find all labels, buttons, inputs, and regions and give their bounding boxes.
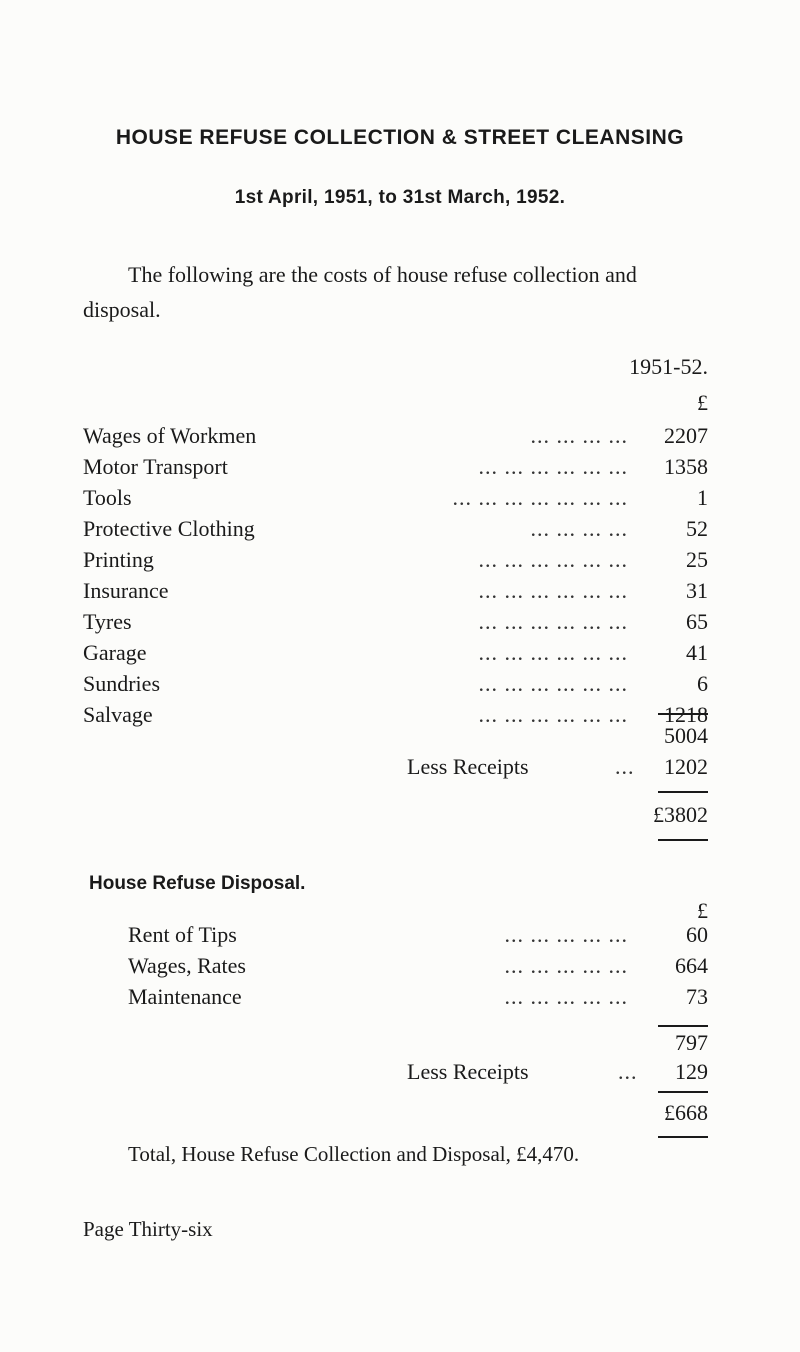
disposal-subtotal: 797 <box>675 1030 708 1055</box>
collection-row-dots: ... ... ... ... <box>530 423 628 448</box>
collection-row-label: Tools <box>83 485 132 510</box>
disposal-row-dots: ... ... ... ... ... <box>504 953 628 978</box>
collection-row-label: Sundries <box>83 671 160 696</box>
disposal-row-value: 73 <box>686 984 708 1009</box>
collection-row-value: 65 <box>686 609 708 634</box>
collection-subtotal: 5004 <box>664 723 708 748</box>
collection-row-dots: ... ... ... ... ... ... <box>478 702 628 727</box>
disposal-less-receipts-value: 129 <box>675 1059 708 1084</box>
collection-row-label: Printing <box>83 547 154 572</box>
intro-line-2: disposal. <box>83 297 161 322</box>
collection-row-label: Tyres <box>83 609 132 634</box>
disposal-subtotal-rule <box>658 1025 708 1027</box>
collection-row-dots: ... ... ... ... ... ... <box>478 640 628 665</box>
collection-less-receipts-label: Less Receipts <box>407 754 529 779</box>
collection-row-label: Salvage <box>83 702 153 727</box>
collection-row-value: 2207 <box>664 423 708 448</box>
disposal-row-dots: ... ... ... ... ... <box>504 922 628 947</box>
net-underline <box>658 839 708 841</box>
disposal-row-value: 60 <box>686 922 708 947</box>
year-header: 1951-52. <box>629 354 708 379</box>
collection-row-dots: ... ... ... ... ... ... <box>478 671 628 696</box>
disposal-net-total: £668 <box>664 1100 708 1125</box>
disposal-currency-header: £ <box>697 898 708 923</box>
disposal-less-dots: ... <box>618 1059 638 1084</box>
collection-row-value: 1 <box>697 485 708 510</box>
document-title: HOUSE REFUSE COLLECTION & STREET CLEANSING <box>115 126 685 149</box>
disposal-row-label: Rent of Tips <box>128 922 237 947</box>
collection-less-dots: ... <box>615 754 635 779</box>
collection-row-dots: ... ... ... ... ... ... <box>478 547 628 572</box>
disposal-less-receipts-label: Less Receipts <box>407 1059 529 1084</box>
period-subtitle: 1st April, 1951, to 31st March, 1952. <box>234 187 566 208</box>
collection-row-value: 1218 <box>664 702 708 727</box>
collection-row-dots: ... ... ... ... ... ... ... <box>452 485 628 510</box>
collection-row-label: Wages of Workmen <box>83 423 257 448</box>
disposal-row-label: Wages, Rates <box>128 953 246 978</box>
currency-header: £ <box>697 390 708 415</box>
collection-row-dots: ... ... ... ... ... ... <box>478 454 628 479</box>
disposal-net-rule <box>658 1091 708 1093</box>
page-number: Page Thirty-six <box>83 1217 213 1241</box>
collection-row-value: 1358 <box>664 454 708 479</box>
subtotal-rule <box>658 713 708 715</box>
collection-row-value: 52 <box>686 516 708 541</box>
collection-net-total: £3802 <box>653 802 708 827</box>
collection-row-value: 6 <box>697 671 708 696</box>
collection-row-value: 25 <box>686 547 708 572</box>
collection-row-dots: ... ... ... ... ... ... <box>478 609 628 634</box>
disposal-heading: House Refuse Disposal. <box>89 873 306 894</box>
intro-line-1: The following are the costs of house refuse collection and <box>128 262 637 287</box>
collection-row-label: Insurance <box>83 578 169 603</box>
collection-row-value: 31 <box>686 578 708 603</box>
collection-row-label: Protective Clothing <box>83 516 255 541</box>
collection-row-dots: ... ... ... ... ... ... <box>478 578 628 603</box>
collection-row-label: Garage <box>83 640 147 665</box>
disposal-net-underline <box>658 1136 708 1138</box>
grand-total-line: Total, House Refuse Collection and Disposal, £4,470. <box>128 1142 580 1166</box>
collection-row-dots: ... ... ... ... <box>530 516 628 541</box>
collection-row-value: 41 <box>686 640 708 665</box>
collection-less-receipts-value: 1202 <box>664 754 708 779</box>
disposal-row-value: 664 <box>675 953 708 978</box>
disposal-row-dots: ... ... ... ... ... <box>504 984 628 1009</box>
net-rule <box>658 791 708 793</box>
collection-row-label: Motor Transport <box>83 454 228 479</box>
disposal-row-label: Maintenance <box>128 984 242 1009</box>
